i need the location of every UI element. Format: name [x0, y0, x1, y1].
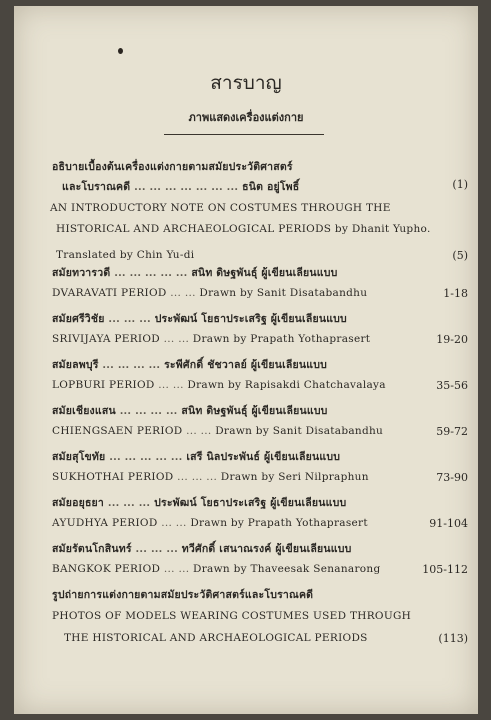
toc-leader-dots: ... ... ...	[104, 313, 155, 325]
toc-entry-title: สมัยเชียงแสน	[52, 405, 116, 417]
toc-entry	[52, 310, 347, 327]
toc-entry-title: และโบราณคดี	[62, 181, 131, 193]
toc-entry-title: SUKHOTHAI PERIOD	[52, 471, 174, 483]
toc-entry	[52, 540, 351, 557]
page-title: สารบาญ	[210, 72, 282, 94]
toc-entry	[56, 223, 431, 235]
toc-page-number: (113)	[438, 632, 468, 645]
toc-entry	[64, 632, 368, 644]
toc-entry-title: อธิบายเบื้องต้นเครื่องแต่งกายตามสมัยประวัติศาสตร์	[52, 161, 293, 173]
toc-entry	[52, 563, 381, 575]
toc-leader-dots: ... ... ... ... ... ... ...	[130, 181, 243, 193]
toc-entry-credit: ระพีศักดิ์ ชัชวาลย์ ผู้เขียนเลียนแบบ	[164, 359, 327, 371]
toc-entry	[52, 264, 338, 281]
toc-entry	[52, 471, 369, 483]
toc-page-number: 19-20	[436, 333, 468, 346]
toc-entry	[52, 287, 367, 299]
toc-entry	[62, 178, 299, 195]
toc-leader-dots: ... ...	[154, 379, 188, 391]
toc-entry	[52, 356, 327, 373]
toc-entry-title: DVARAVATI PERIOD	[52, 287, 167, 299]
toc-entry	[52, 158, 293, 175]
toc-entry-credit: ประพัฒน์ โยธาประเสริฐ ผู้เขียนเลียนแบบ	[154, 313, 347, 325]
toc-entry-title: AN INTRODUCTORY NOTE ON COSTUMES THROUGH THE	[50, 202, 391, 214]
toc-entry	[52, 494, 346, 511]
toc-entry	[52, 610, 411, 622]
toc-entry	[52, 425, 383, 437]
toc-entry-title: สมัยสุโขทัย	[52, 451, 106, 463]
title-rule	[164, 134, 324, 135]
toc-leader-dots: ... ... ...	[104, 497, 155, 509]
toc-entry-title: THE HISTORICAL AND ARCHAEOLOGICAL PERIODS	[64, 632, 368, 644]
toc-entry-title: สมัยรัตนโกสินทร์	[52, 543, 132, 555]
toc-entry-credit: ประพัฒน์ โยธาประเสริฐ ผู้เขียนเลียนแบบ	[154, 497, 347, 509]
toc-page-number: 73-90	[436, 471, 468, 484]
ink-spot	[118, 48, 123, 54]
toc-entry-title: CHIENGSAEN PERIOD	[52, 425, 183, 437]
toc-entry-title: สมัยทวารวดี	[52, 267, 111, 279]
toc-leader-dots: ... ... ... ...	[115, 405, 182, 417]
toc-page-number: 35-56	[436, 379, 468, 392]
toc-leader-dots: ... ... ... ...	[98, 359, 165, 371]
toc-leader-dots: ... ... ... ... ...	[105, 451, 187, 463]
toc-leader-dots: ... ...	[182, 425, 216, 437]
toc-leader-dots: ... ...	[160, 563, 193, 575]
toc-entry-title: SRIVIJAYA PERIOD	[52, 333, 160, 345]
toc-entry-credit: Drawn by Thaveesak Senanarong	[193, 563, 381, 575]
toc-entry-credit: Drawn by Sanit Disatabandhu	[199, 287, 368, 299]
toc-entry	[52, 586, 313, 603]
toc-leader-dots: ... ... ...	[131, 543, 182, 555]
page-subtitle: ภาพแสดงเครื่องแต่งกาย	[188, 111, 304, 124]
toc-entry	[52, 448, 340, 465]
toc-entry-title: สมัยอยุธยา	[52, 497, 104, 509]
toc-entry-title: สมัยศรีวิชัย	[52, 313, 105, 325]
toc-entry-title: HISTORICAL AND ARCHAEOLOGICAL PERIODS by Dhanit Yupho.	[56, 223, 431, 235]
toc-entry-credit: Drawn by Prapath Yothaprasert	[190, 517, 368, 529]
toc-entry-credit: Drawn by Sanit Disatabandhu	[215, 425, 384, 437]
toc-leader-dots: ... ... ... ... ...	[110, 267, 192, 279]
toc-entry-credit: Drawn by Rapisakdi Chatchavalaya	[187, 379, 386, 391]
toc-page-number: 1-18	[443, 287, 468, 300]
toc-entry-title: Translated by Chin Yu-di	[56, 249, 195, 261]
toc-entry	[52, 333, 370, 345]
toc-leader-dots: ... ... ...	[173, 471, 221, 483]
toc-entry-title: BANGKOK PERIOD	[52, 563, 161, 575]
toc-entry	[50, 202, 391, 214]
toc-entry-title: AYUDHYA PERIOD	[52, 517, 158, 529]
toc-entry	[52, 402, 328, 419]
toc-entry-title: สมัยลพบุรี	[52, 359, 99, 371]
toc-page-number: 91-104	[429, 517, 468, 530]
toc-entry-credit: สนิท ดิษฐพันธุ์ ผู้เขียนเลียนแบบ	[191, 267, 338, 279]
toc-leader-dots: ... ...	[160, 333, 193, 345]
toc-page-number: 59-72	[436, 425, 468, 438]
toc-page-number: 105-112	[422, 563, 468, 576]
toc-entry	[52, 379, 386, 391]
toc-entry	[52, 517, 368, 529]
toc-leader-dots: ... ...	[166, 287, 200, 299]
toc-entry-title: รูปถ่ายการแต่งกายตามสมัยประวัติศาสตร์และโบราณคดี	[52, 589, 314, 601]
toc-entry-credit: เสรี นิลประพันธ์ ผู้เขียนเลียนแบบ	[186, 451, 341, 463]
book-page	[14, 6, 478, 714]
toc-entry-credit: ธนิต อยู่โพธิ์	[242, 181, 300, 193]
toc-entry-credit: สนิท ดิษฐพันธุ์ ผู้เขียนเลียนแบบ	[181, 405, 328, 417]
toc-entry-title: LOPBURI PERIOD	[52, 379, 155, 391]
toc-entry-credit: Drawn by Prapath Yothaprasert	[192, 333, 371, 345]
toc-entry-title: PHOTOS OF MODELS WEARING COSTUMES USED THROUGH	[52, 610, 412, 622]
toc-leader-dots: ... ...	[157, 517, 191, 529]
toc-entry	[56, 249, 194, 261]
toc-page-number: (1)	[452, 178, 468, 191]
toc-entry-credit: ทวีศักดิ์ เสนาณรงค์ ผู้เขียนเลียนแบบ	[181, 543, 352, 555]
toc-page-number: (5)	[452, 249, 468, 262]
toc-entry-credit: Drawn by Seri Nilpraphun	[220, 471, 369, 483]
